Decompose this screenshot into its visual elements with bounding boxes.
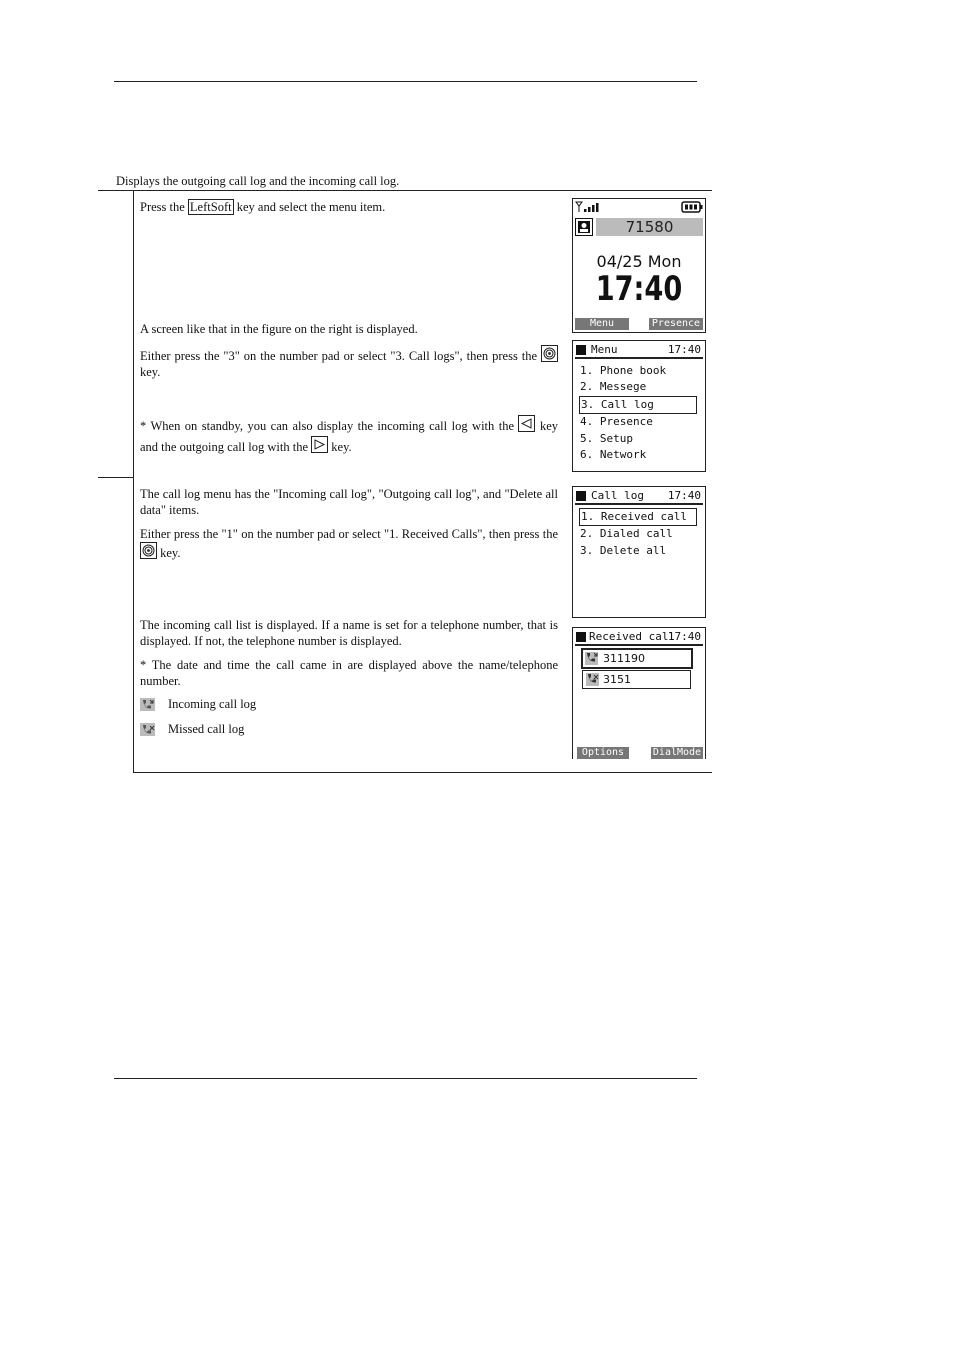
- call-log-title-bar: [575, 489, 703, 505]
- table-column-divider: [133, 190, 134, 772]
- table-top-border: [98, 190, 712, 191]
- signal-icon: [575, 201, 603, 213]
- call-log-item-received[interactable]: 1. Received call: [579, 508, 697, 526]
- call-log-screen: [572, 486, 706, 618]
- incoming-call-icon: [585, 652, 598, 665]
- call-log-list: [579, 508, 697, 559]
- menu-list: [579, 363, 697, 463]
- menu-item-network[interactable]: 6. Network: [580, 447, 647, 461]
- enter-key-icon: [140, 542, 157, 559]
- enter-key-icon: [541, 345, 558, 362]
- menu-item-phone-book[interactable]: 1. Phone book: [580, 364, 667, 377]
- missed-call-icon: [140, 723, 155, 736]
- received-clock: 17:40: [667, 630, 701, 643]
- incoming-list-desc: The incoming call list is displayed. If a name is set for a telephone number, that is displayed. If not, the telephone number is displayed.: [140, 618, 558, 648]
- table-bottom-border: [133, 772, 712, 773]
- menu-title-bar: [575, 343, 703, 359]
- received-entry[interactable]: 311190: [581, 648, 693, 669]
- extension-number: 71580: [596, 218, 703, 236]
- received-title-bar: [575, 630, 703, 646]
- title-square-icon: [576, 632, 586, 642]
- standby-screen: [572, 198, 706, 333]
- menu-item-setup[interactable]: 5. Setup: [580, 431, 633, 445]
- right-key-icon: [311, 436, 328, 453]
- missed-entry[interactable]: 3151: [582, 670, 691, 689]
- legend-incoming: Incoming call log: [140, 697, 256, 712]
- title-square-icon: [576, 491, 586, 501]
- footer-rule: [114, 1078, 697, 1079]
- intro-text: Displays the outgoing call log and the incoming call log.: [116, 174, 400, 188]
- press-leftsoft-text: Press the LeftSoft key and select the menu item.: [140, 200, 386, 214]
- soft-key-menu[interactable]: Menu: [575, 318, 629, 330]
- soft-key-options[interactable]: Options: [577, 747, 629, 759]
- received-call-screen: [572, 627, 706, 759]
- call-log-title: Call log: [591, 489, 644, 502]
- menu-title: Menu: [591, 343, 618, 356]
- select-received-calls-text: Either press the "1" on the number pad or select "1. Received Calls", then press the key.: [140, 527, 558, 560]
- call-log-item-dialed[interactable]: 2. Dialed call: [580, 527, 673, 541]
- title-square-icon: [576, 345, 586, 355]
- left-key-icon: [518, 415, 535, 432]
- battery-icon: [681, 201, 703, 213]
- menu-item-call-log[interactable]: 3. Call log: [579, 396, 697, 414]
- standby-date: 04/25 Mon: [596, 252, 682, 271]
- menu-item-message[interactable]: 2. Messege: [580, 380, 647, 394]
- screen-displayed-note: A screen like that in the figure on the right is displayed.: [140, 322, 418, 336]
- standby-note: * When on standby, you can also display the incoming call log with the key and the outgoing call log with the key.: [140, 415, 558, 457]
- soft-key-presence[interactable]: Presence: [649, 318, 703, 330]
- call-log-clock: 17:40: [667, 489, 701, 502]
- row-divider: [98, 477, 134, 478]
- date-time-note: * The date and time the call came in are displayed above the name/telephone number.: [140, 658, 558, 688]
- menu-screen: [572, 340, 706, 472]
- menu-clock: 17:40: [667, 343, 701, 356]
- contact-card-icon: [575, 218, 593, 236]
- standby-time: 17:40: [595, 269, 683, 309]
- call-log-menu-desc: The call log menu has the "Incoming call log", "Outgoing call log", and "Delete all data" items.: [140, 487, 558, 517]
- received-title: Received call: [589, 630, 676, 643]
- select-call-logs-text: Either press the "3" on the number pad or select "3. Call logs", then press the key.: [140, 345, 558, 380]
- legend-missed: Missed call log: [140, 722, 244, 737]
- leftsoft-key-label: LeftSoft: [189, 200, 232, 214]
- incoming-call-icon: [140, 698, 155, 711]
- missed-call-icon: [586, 673, 599, 686]
- soft-key-dialmode[interactable]: DialMode: [652, 747, 702, 758]
- header-rule: [114, 81, 697, 82]
- call-log-item-delete-all[interactable]: 3. Delete all: [580, 543, 667, 557]
- menu-item-presence[interactable]: 4. Presence: [580, 415, 653, 429]
